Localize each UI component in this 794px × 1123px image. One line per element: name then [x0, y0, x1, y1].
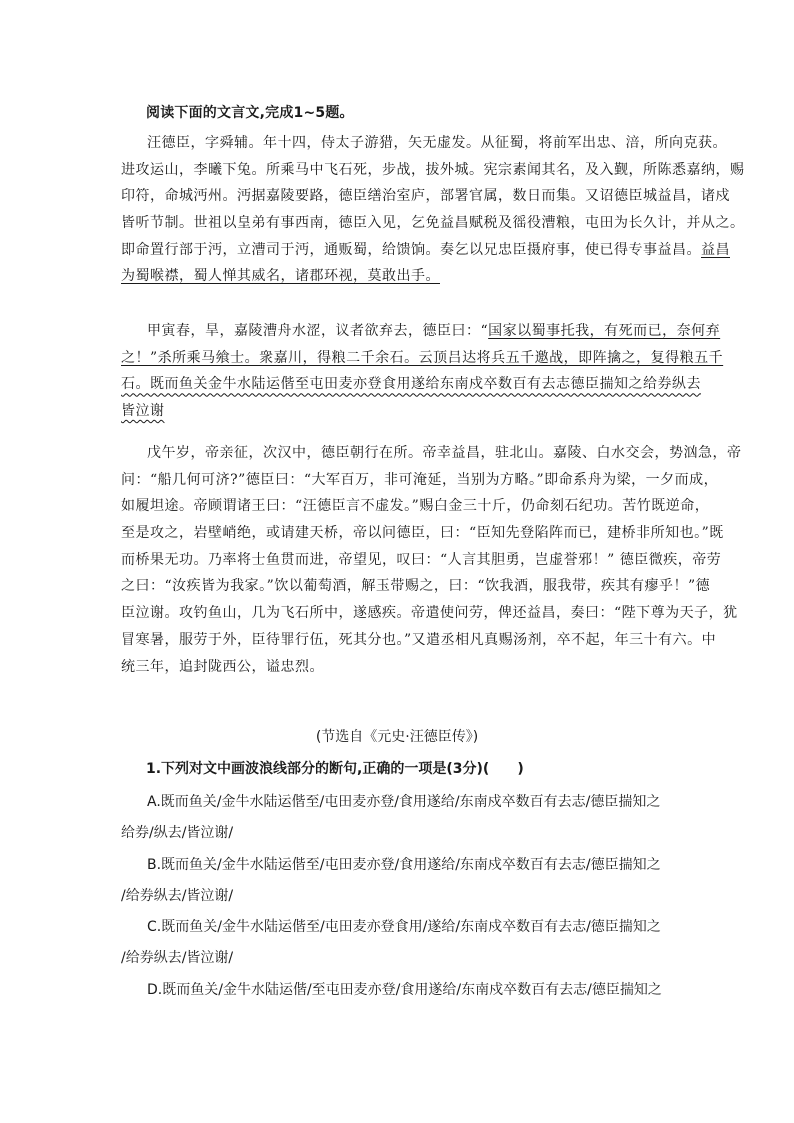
- option-c-continued: /给券纵去/皆泣谢/: [121, 950, 234, 967]
- passage-text: 之！”杀所乘马飨士。衆嘉川，得粮二千余石。云顶吕达将兵五千邀战，即阵擒之，复得粮五千: [121, 349, 724, 366]
- answer-options: [121, 787, 691, 1006]
- underlined-phrase: 益昌: [701, 241, 730, 258]
- passage-line: 汪德臣，字舜辅。年十四，侍太子游猎，矢无虚发。从征蜀，将前军出忠、涪，所向克获。: [147, 135, 727, 151]
- passage-line: 之曰：“汝疾皆为我家。”饮以葡萄酒，解玉带赐之，曰：“饮我酒，服我带，疾其有瘳乎！”德: [121, 578, 711, 595]
- question-title: 1.下列对文中画波浪线部分的断句,正确的一项是(3分)( ): [146, 761, 524, 777]
- option-b[interactable]: B.既而鱼关/金牛水陆运偕至/屯田麦亦登/食用遂给/东南戍卒数百有去志/德臣揣知之: [147, 856, 661, 873]
- option-a[interactable]: A.既而鱼关/金牛水陆运偕至/屯田麦亦登/食用遂给/东南戍卒数百有去志/德臣揣知之: [147, 794, 661, 810]
- passage-paragraph-1: [121, 130, 745, 290]
- passage-line: 印符，命城沔州。沔据嘉陵要路，德臣缮治室庐，部署官属，数日而集。又诏德臣城益昌，诸戍: [121, 188, 730, 205]
- passage-line: [121, 318, 721, 345]
- option-a-continued: 给券/纵去/皆泣谢/: [121, 825, 234, 842]
- passage-line: [121, 237, 730, 264]
- passage-text: 甲寅春，旱，嘉陵漕舟水涩，议者欲弃去，德臣曰：“: [147, 323, 489, 339]
- passage-line: [121, 345, 724, 372]
- passage-line: 进攻运山，李曦下兔。所乘马中飞石死，步战，拔外城。宪宗素闻其名，及入觐，所陈悉嘉纳，赐: [121, 161, 745, 178]
- passage-line: 问：“船几何可济?”德臣曰：“大军百万，非可淹延，当别为方略。”即命系舟为梁，一夕而成，: [121, 471, 719, 488]
- option-b-continued: /给券纵去/皆泣谢/: [121, 887, 234, 904]
- passage-line: 统三年，追封陇西公，谥忠烈。: [121, 658, 324, 675]
- passage-line: 皆听节制。世祖以皇弟有事西南，德臣入见，乞免益昌赋税及徭役漕粮，屯田为长久计，并从之。: [121, 215, 745, 232]
- passage-line: 冒寒暑，服劳于外，臣待罪行伍，死其分也。”又遣丞相凡真赐汤剂，卒不起，年三十有六。中: [121, 631, 717, 648]
- wavy-underlined-sentence-end: 皆泣谢: [121, 403, 165, 420]
- reading-instruction: 阅读下面的文言文,完成1~5题。: [146, 105, 354, 121]
- option-d[interactable]: D.既而鱼关/金牛水陆运偕/至屯田麦亦登/食用遂给/东南戍卒数百有去志/德臣揣知之: [147, 981, 662, 998]
- underlined-sentence: 为蜀喉襟，蜀人惮其威名，诸郡环视，莫敢出手。: [121, 268, 440, 285]
- passage-paragraph-2: [121, 318, 724, 425]
- passage-line: 戊午岁，帝亲征，次汉中，德臣朝行在所。帝幸益昌，驻北山。嘉陵、白水交会，势汹急，帝: [147, 445, 742, 461]
- passage-line: 如履坦途。帝顾谓诸王曰：“汪德臣言不虚发。”赐白金三十斤，仍命刻石纪功。苦竹既逆命，: [121, 498, 710, 515]
- passage-line: 而桥果无功。乃率将士鱼贯而进，帝望见，叹曰：“人言其胆勇，岂虚誉邪！” 德臣微疾，帝劳: [121, 551, 722, 568]
- passage-line: 臣泣谢。攻钓鱼山，几为飞石所中，遂感疾。帝遣使问劳，俾还益昌，奏曰：“陛下尊为天子，犹: [121, 605, 738, 622]
- option-c[interactable]: C.既而鱼关/金牛水陆运偕至/屯田麦亦登食用/遂给/东南戍卒数百有去志/德臣揣知之: [147, 919, 661, 936]
- wavy-underlined-sentence: 石。既而鱼关金牛水陆运偕至屯田麦亦登食用遂给东南戍卒数百有去志德臣揣知之给券纵去: [121, 376, 701, 393]
- source-citation: (节选自《元史·汪德臣传》): [315, 729, 479, 745]
- passage-line: 至是攻之，岩壁峭绝，或请建天桥，帝以问德臣，曰：“臣知先登陷阵而已，建桥非所知也。”既: [121, 525, 724, 542]
- underlined-quote: 国家以蜀事托我，有死而已，奈何弃: [488, 323, 721, 339]
- passage-paragraph-3: [121, 440, 742, 680]
- passage-text: 即命置行部于沔，立漕司于沔，通贩蜀，给馈饷。奏乞以兄忠臣摄府事，使已得专事益昌。: [121, 241, 701, 258]
